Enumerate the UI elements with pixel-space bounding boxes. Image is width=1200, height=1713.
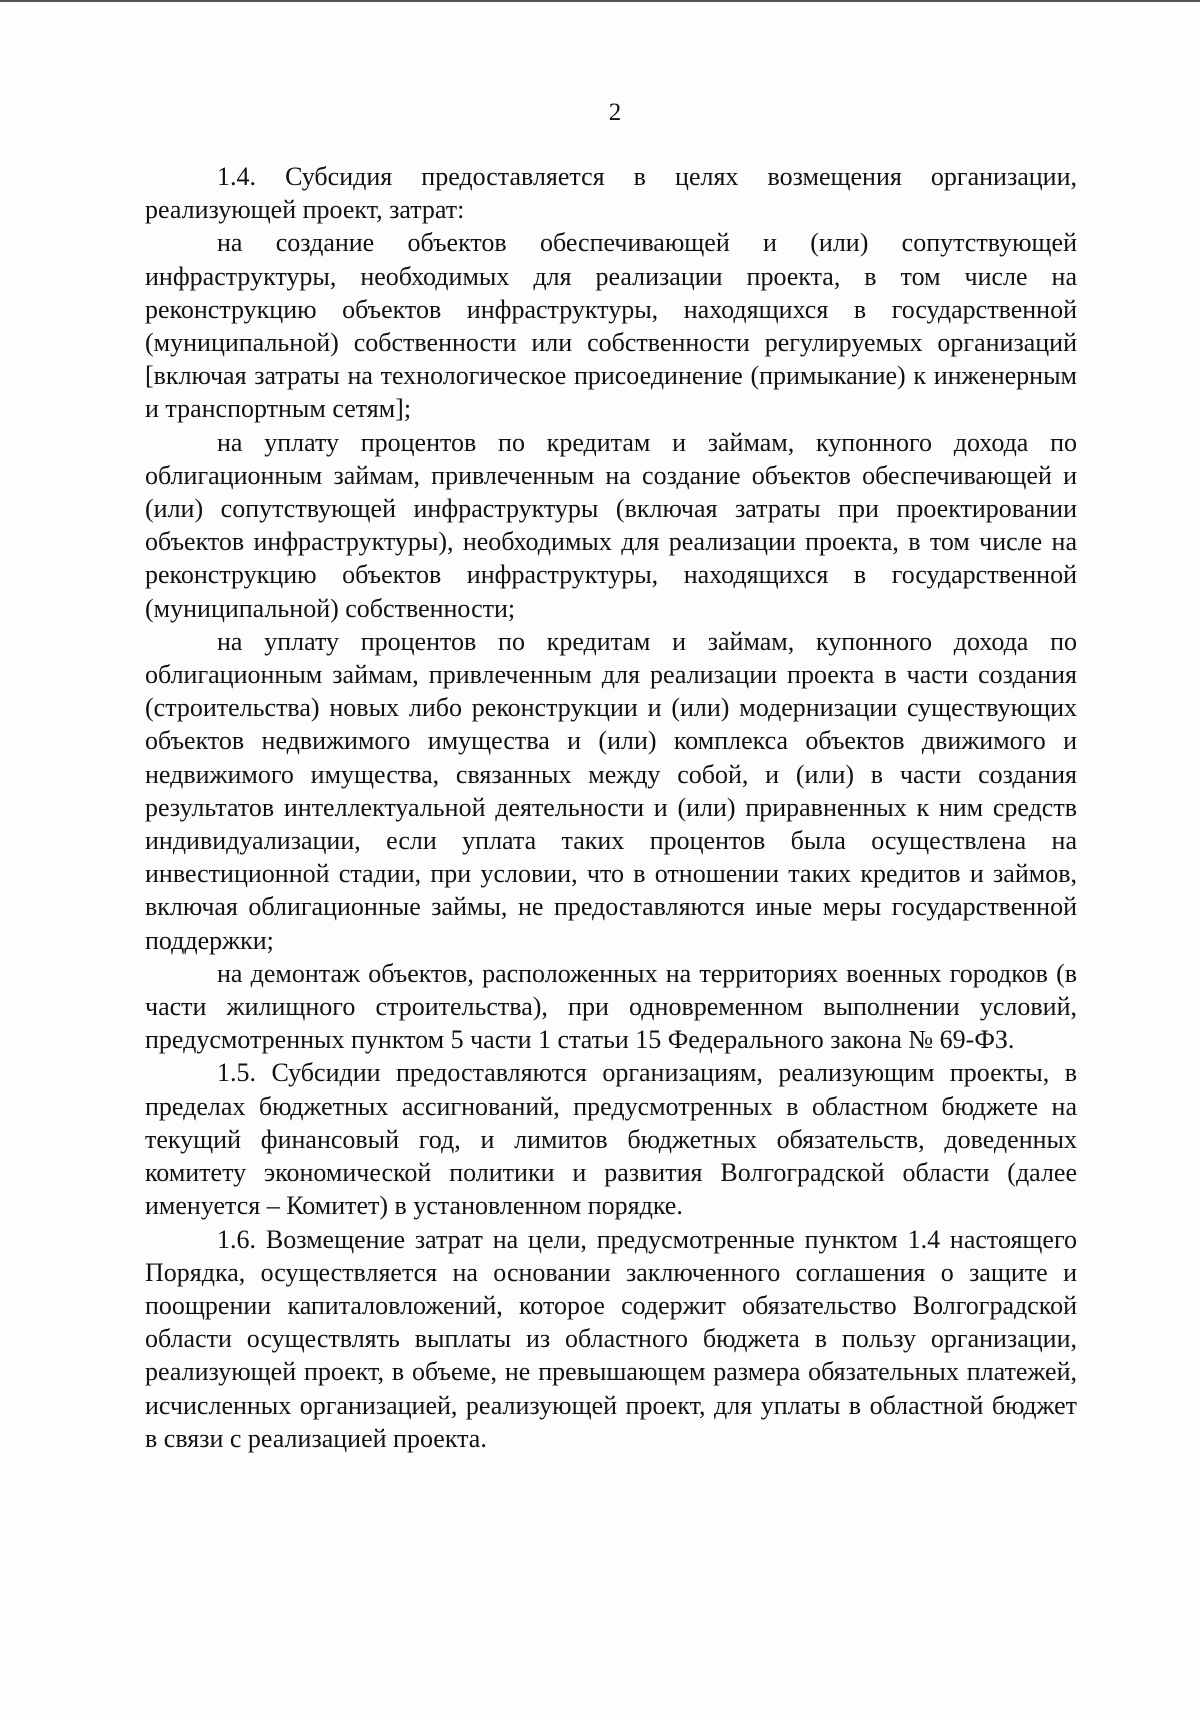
document-body — [145, 160, 1077, 1455]
paragraph-dismantling: на демонтаж объектов, расположенных на территориях военных городков (в части жилищного строительства), при одновременном выполнении условий, предусмотренных пунктом 5 части 1 статьи 15 Федерального закона № 69-ФЗ. — [145, 958, 1077, 1055]
paragraph-interest-infrastructure: на уплату процентов по кредитам и займам, купонного дохода по облигационным займам, привлеченным на создание объектов обеспечивающей и (или) сопутствующей инфраструктуры (включая затраты при проектировании объектов инфраструктуры), необходимых для реализации проекта, в том числе на реконструкцию объектов инфраструктуры, находящихся в государственной (муниципальной) собственности; — [145, 427, 1077, 623]
paragraph-1-5: 1.5. Субсидии предоставляются организациям, реализующим проекты, в пределах бюджетных ассигнований, предусмотренных в областном бюджете на текущий финансовый год, и лимитов бюджетных обязательств, доведенных комитету экономической политики и развития Волгоградской области (далее именуется – Комитет) в установленном порядке. — [145, 1058, 1077, 1221]
paragraph-interest-project: на уплату процентов по кредитам и займам, купонного дохода по облигационным займам, привлеченным для реализации проекта в части создания (строительства) новых либо реконструкции и (или) модернизации существующих объектов недвижимого имущества и (или) комплекса объектов движимого и недвижимого имущества, связанных между собой, и (или) в части создания результатов интеллектуальной деятельности и (или) приравненных к ним средств индивидуализации, если уплата таких процентов была осуществлена на инвестиционной стадии, при условии, что в отношении таких кредитов и займов, включая облигационные займы, не предоставляются иные меры государственной поддержки; — [145, 626, 1077, 955]
scan-edge-line — [0, 0, 1200, 2]
paragraph-1-4: 1.4. Субсидия предоставляется в целях возмещения организации, реализующей проект, затрат: — [145, 162, 1077, 225]
page-number: 2 — [608, 99, 622, 126]
paragraph-infrastructure-costs: на создание объектов обеспечивающей и (или) сопутствующей инфраструктуры, необходимых для реализации проекта, в том числе на реконструкцию объектов инфраструктуры, находящихся в государственной (муниципальной) собственности или собственности регулируемых организаций [включая затраты на технологическое присоединение (примыкание) к инженерным и транспортным сетям]; — [145, 228, 1077, 424]
paragraph-1-6: 1.6. Возмещение затрат на цели, предусмотренные пунктом 1.4 настоящего Порядка, осуществляется на основании заключенного соглашения о защите и поощрении капиталовложений, которое содержит обязательство Волгоградской области осуществлять выплаты из областного бюджета в пользу организации, реализующей проект, в объеме, не превышающем размера обязательных платежей, исчисленных организацией, реализующей проект, для уплаты в областной бюджет в связи с реализацией проекта. — [145, 1224, 1077, 1453]
